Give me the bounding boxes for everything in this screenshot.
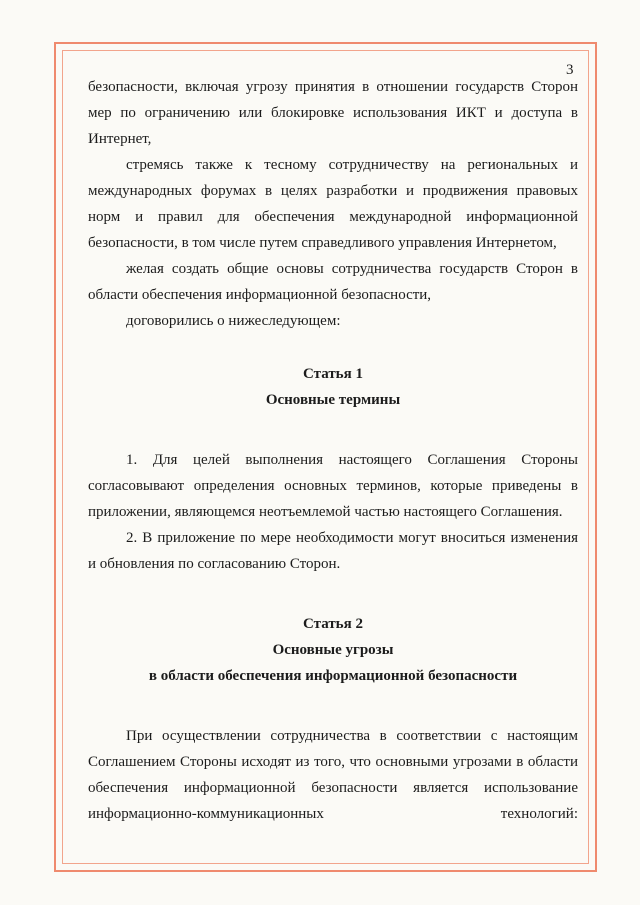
article-1-item-1: 1. Для целей выполнения настоящего Соглашения Стороны согласовывают определения основных терминов, которые приведены в приложении, являющемся неотъемлемой частью настоящего Соглашения. [88, 452, 578, 520]
paragraph-cooperation: стремясь также к тесному сотрудничеству на региональных и международных форумах в целях разработки и продвижения правовых норм и правил для обеспечения международной информационной безопасности, в том числе путем справедливого управления Интернетом, [88, 157, 578, 251]
article-1-item-2: 2. В приложение по мере необходимости могут вноситься изменения и обновления по согласованию Сторон. [88, 530, 578, 572]
paragraph-agreed: договорились о нижеследующем: [126, 313, 341, 329]
article-1-number: Статья 1 [303, 366, 363, 382]
article-2-paragraph: При осуществлении сотрудничества в соответствии с настоящим Соглашением Стороны исходят из того, что основными угрозами в области обеспечения информационной безопасности является использование информационно-коммуникационных технологий: [88, 728, 578, 822]
article-2-number: Статья 2 [303, 616, 363, 632]
article-1-title: Основные термины [265, 392, 401, 408]
article-2-title-line-2: в области обеспечения информационной безопасности [148, 668, 518, 684]
paragraph-continuation: безопасности, включая угрозу принятия в отношении государств Сторон мер по ограничению или блокировке использования ИКТ и доступа в Интернет, [88, 79, 578, 147]
page-number: 3 [566, 62, 574, 78]
article-2-title-line-1: Основные угрозы [272, 642, 394, 658]
document-body [88, 74, 578, 827]
paragraph-desire: желая создать общие основы сотрудничества государств Сторон в области обеспечения информационной безопасности, [88, 261, 578, 303]
